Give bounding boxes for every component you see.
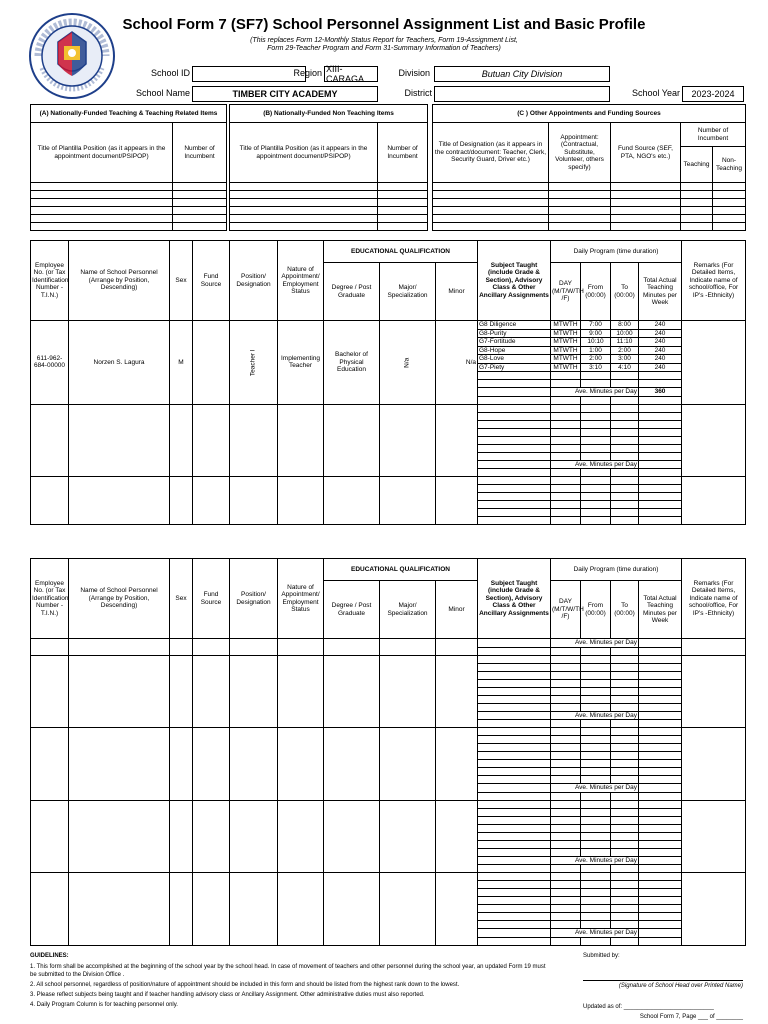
schedule-day: MTWTH — [551, 338, 581, 347]
ave-value: 360 — [639, 388, 682, 397]
schedule-to: 4:10 — [611, 363, 639, 372]
schedule-total: 240 — [639, 338, 682, 347]
hdr-to: To (00:00) — [611, 581, 639, 639]
major-cell: N/a — [380, 321, 436, 405]
hdr-to: To (00:00) — [611, 263, 639, 321]
school-name-label: School Name — [135, 88, 190, 98]
hdr-fund: Fund Source — [193, 559, 230, 639]
emp-no-cell: 611-962-684-00000 — [31, 321, 69, 405]
sex-cell: M — [170, 321, 193, 405]
region-label: Region — [293, 68, 322, 78]
school-name-field[interactable]: TIMBER CITY ACADEMY — [192, 86, 378, 102]
hdr-sex: Sex — [170, 559, 193, 639]
hdr-subject: Subject Taught (include Grade & Section), Advisory Class & Other Ancillary Assignments — [478, 559, 551, 639]
hdr-position: Position/ Designation — [230, 559, 278, 639]
section-c-col2: Appointment: (Contractual, Substitute, Volunteer, others specify) — [549, 123, 611, 183]
section-a-table — [30, 104, 227, 231]
section-c-title: (C ) Other Appointments and Funding Sources — [433, 105, 746, 123]
form-title: School Form 7 (SF7) School Personnel Assignment List and Basic Profile — [122, 16, 646, 33]
hdr-emp-no: Employee No. (or Tax Identification Number - T.I.N.) — [31, 559, 69, 639]
section-b-col1: Title of Plantilla Position (as it appears in the appointment document/PSIPOP) — [230, 123, 378, 183]
section-c-nonteaching: Non-Teaching — [713, 147, 746, 183]
hdr-edu: EDUCATIONAL QUALIFICATION — [324, 559, 478, 581]
guideline-item: 4. Daily Program Column is for teaching personnel only. — [30, 1002, 178, 1008]
ave-label: Ave. Minutes per Day — [551, 784, 639, 793]
signature-label: (Signature of School Head over Printed Name) — [618, 983, 743, 989]
section-b-table — [229, 104, 428, 231]
section-c-table — [432, 104, 746, 231]
ave-label: Ave. Minutes per Day — [551, 460, 639, 469]
schedule-from: 2:00 — [581, 355, 611, 364]
school-id-label: School ID — [150, 68, 190, 78]
updated-as-of: Updated as of: ___________________________ — [583, 1004, 714, 1010]
guidelines — [30, 952, 550, 1009]
hdr-day: DAY (M/T/W/TH /F) — [551, 581, 581, 639]
schedule-to: 2:00 — [611, 346, 639, 355]
schedule-subject: G8 Diligence — [478, 321, 551, 330]
district-label: District — [404, 88, 432, 98]
division-field[interactable]: Butuan City Division — [434, 66, 610, 82]
hdr-major: Major/ Specialization — [380, 581, 436, 639]
hdr-from: From (00:00) — [581, 263, 611, 321]
section-a-title: (A) Nationally-Funded Teaching & Teaching Related Items — [31, 105, 227, 123]
hdr-position: Position/ Designation — [230, 241, 278, 321]
hdr-subject: Subject Taught (include Grade & Section), Advisory Class & Other Ancillary Assignments — [478, 241, 551, 321]
hdr-from: From (00:00) — [581, 581, 611, 639]
position-cell: Teacher I — [230, 321, 278, 405]
hdr-degree: Degree / Post Graduate — [324, 581, 380, 639]
remarks-cell — [682, 321, 746, 405]
schedule-total: 240 — [639, 363, 682, 372]
form-subtitle-2: Form 29-Teacher Program and Form 31-Summary Information of Teachers) — [267, 45, 501, 52]
section-b-title: (B) Nationally-Funded Non Teaching Items — [230, 105, 428, 123]
schedule-total: 240 — [639, 329, 682, 338]
schedule-from: 3:10 — [581, 363, 611, 372]
schedule-from: 1:00 — [581, 346, 611, 355]
schedule-subject: G7-Fortitude — [478, 338, 551, 347]
schedule-day: MTWTH — [551, 355, 581, 364]
schedule-to: 10:00 — [611, 329, 639, 338]
hdr-total: Total Actual Teaching Minutes per Week — [639, 581, 682, 639]
personnel-name-cell: Norzen S. Lagura — [69, 321, 170, 405]
schedule-from: 10:10 — [581, 338, 611, 347]
section-c-col3: Fund Source (SEF, PTA, NGO's etc.) — [611, 123, 681, 183]
personnel-table-2 — [30, 558, 746, 946]
school-year-field[interactable]: 2023-2024 — [682, 86, 744, 102]
hdr-sex: Sex — [170, 241, 193, 321]
page-number: School Form 7, Page ___ of ________ — [639, 1014, 743, 1020]
schedule-total: 240 — [639, 346, 682, 355]
ave-label: Ave. Minutes per Day — [551, 711, 639, 720]
schedule-total: 240 — [639, 355, 682, 364]
schedule-subject: G7-Piety — [478, 363, 551, 372]
signature-line — [583, 980, 743, 981]
schedule-to: 8:00 — [611, 321, 639, 330]
section-a-col2: Number of Incumbent — [173, 123, 227, 183]
section-a-col1: Title of Plantilla Position (as it appears in the appointment document/PSIPOP) — [31, 123, 173, 183]
schedule-day: MTWTH — [551, 346, 581, 355]
degree-cell: Bachelor of Physical Education — [324, 321, 380, 405]
hdr-emp-no: Employee No. (or Tax Identification Number - T.I.N.) — [31, 241, 69, 321]
hdr-edu: EDUCATIONAL QUALIFICATION — [324, 241, 478, 263]
minor-cell: N/a — [436, 321, 478, 405]
hdr-remarks: Remarks (For Detailed Items, Indicate name of school/office, For IP's -Ethnicity) — [682, 241, 746, 321]
hdr-daily: Daily Program (time duration) — [551, 559, 682, 581]
hdr-daily: Daily Program (time duration) — [551, 241, 682, 263]
submitted-by-label: Submitted by: — [583, 953, 620, 959]
schedule-subject: G8-Love — [478, 355, 551, 364]
section-b-col2: Number of Incumbent — [378, 123, 428, 183]
schedule-subject: G8-Hope — [478, 346, 551, 355]
ave-label: Ave. Minutes per Day — [551, 929, 639, 938]
hdr-minor: Minor — [436, 263, 478, 321]
schedule-from: 7:00 — [581, 321, 611, 330]
hdr-name: Name of School Personnel (Arrange by Position, Descending) — [69, 559, 170, 639]
schedule-day: MTWTH — [551, 363, 581, 372]
guideline-item: 3. Please reflect subjects being taught and if teacher handling advisory class or Ancillary Assignment. Other administrative duties must also reported. — [30, 992, 425, 998]
schedule-from: 9:00 — [581, 329, 611, 338]
hdr-day: DAY (M/T/W/TH /F) — [551, 263, 581, 321]
nature-cell: Implementing Teacher — [278, 321, 324, 405]
schedule-total: 240 — [639, 321, 682, 330]
section-c-col4: Number of Incumbent — [681, 123, 746, 147]
guideline-item: 2. All school personnel, regardless of position/nature of appointment should be included in this form and should be listed from the highest rank down to the lowest. — [30, 982, 460, 988]
guideline-item: 1. This form shall be accomplished at the beginning of the school year by the school head. In case of movement of teachers and other personnel during the school year, an updated Form 19 must be submitted to the Division Office . — [30, 964, 546, 978]
schedule-to: 11:10 — [611, 338, 639, 347]
hdr-minor: Minor — [436, 581, 478, 639]
hdr-name: Name of School Personnel (Arrange by Position, Descending) — [69, 241, 170, 321]
ave-label: Ave. Minutes per Day — [551, 388, 639, 397]
personnel-table-1 — [30, 240, 746, 525]
schedule-day: MTWTH — [551, 329, 581, 338]
section-c-teaching: Teaching — [681, 147, 713, 183]
form-subtitle-1: (This replaces Form 12-Monthly Status Report for Teachers, Form 19-Assignment List, — [250, 37, 518, 44]
hdr-remarks: Remarks (For Detailed Items, Indicate name of school/office, For IP's -Ethnicity) — [682, 559, 746, 639]
hdr-nature: Nature of Appointment/ Employment Status — [278, 559, 324, 639]
schedule-day: MTWTH — [551, 321, 581, 330]
school-year-label: School Year — [631, 88, 680, 98]
section-c-col1: Title of Designation (as it appears in the contract/document: Teacher, Clerk, Security Guard, Driver etc.) — [433, 123, 549, 183]
schedule-to: 3:00 — [611, 355, 639, 364]
guidelines-title: GUIDELINES: — [30, 953, 69, 959]
hdr-fund: Fund Source — [193, 241, 230, 321]
ave-label: Ave. Minutes per Day — [551, 856, 639, 865]
hdr-nature: Nature of Appointment/ Employment Status — [278, 241, 324, 321]
region-field[interactable]: XIII- CARAGA — [324, 66, 378, 82]
district-field[interactable] — [434, 86, 610, 102]
hdr-total: Total Actual Teaching Minutes per Week — [639, 263, 682, 321]
schedule-subject: G8-Purity — [478, 329, 551, 338]
division-label: Division — [398, 68, 430, 78]
hdr-major: Major/ Specialization — [380, 263, 436, 321]
ave-label: Ave. Minutes per Day — [551, 639, 639, 648]
hdr-degree: Degree / Post Graduate — [324, 263, 380, 321]
